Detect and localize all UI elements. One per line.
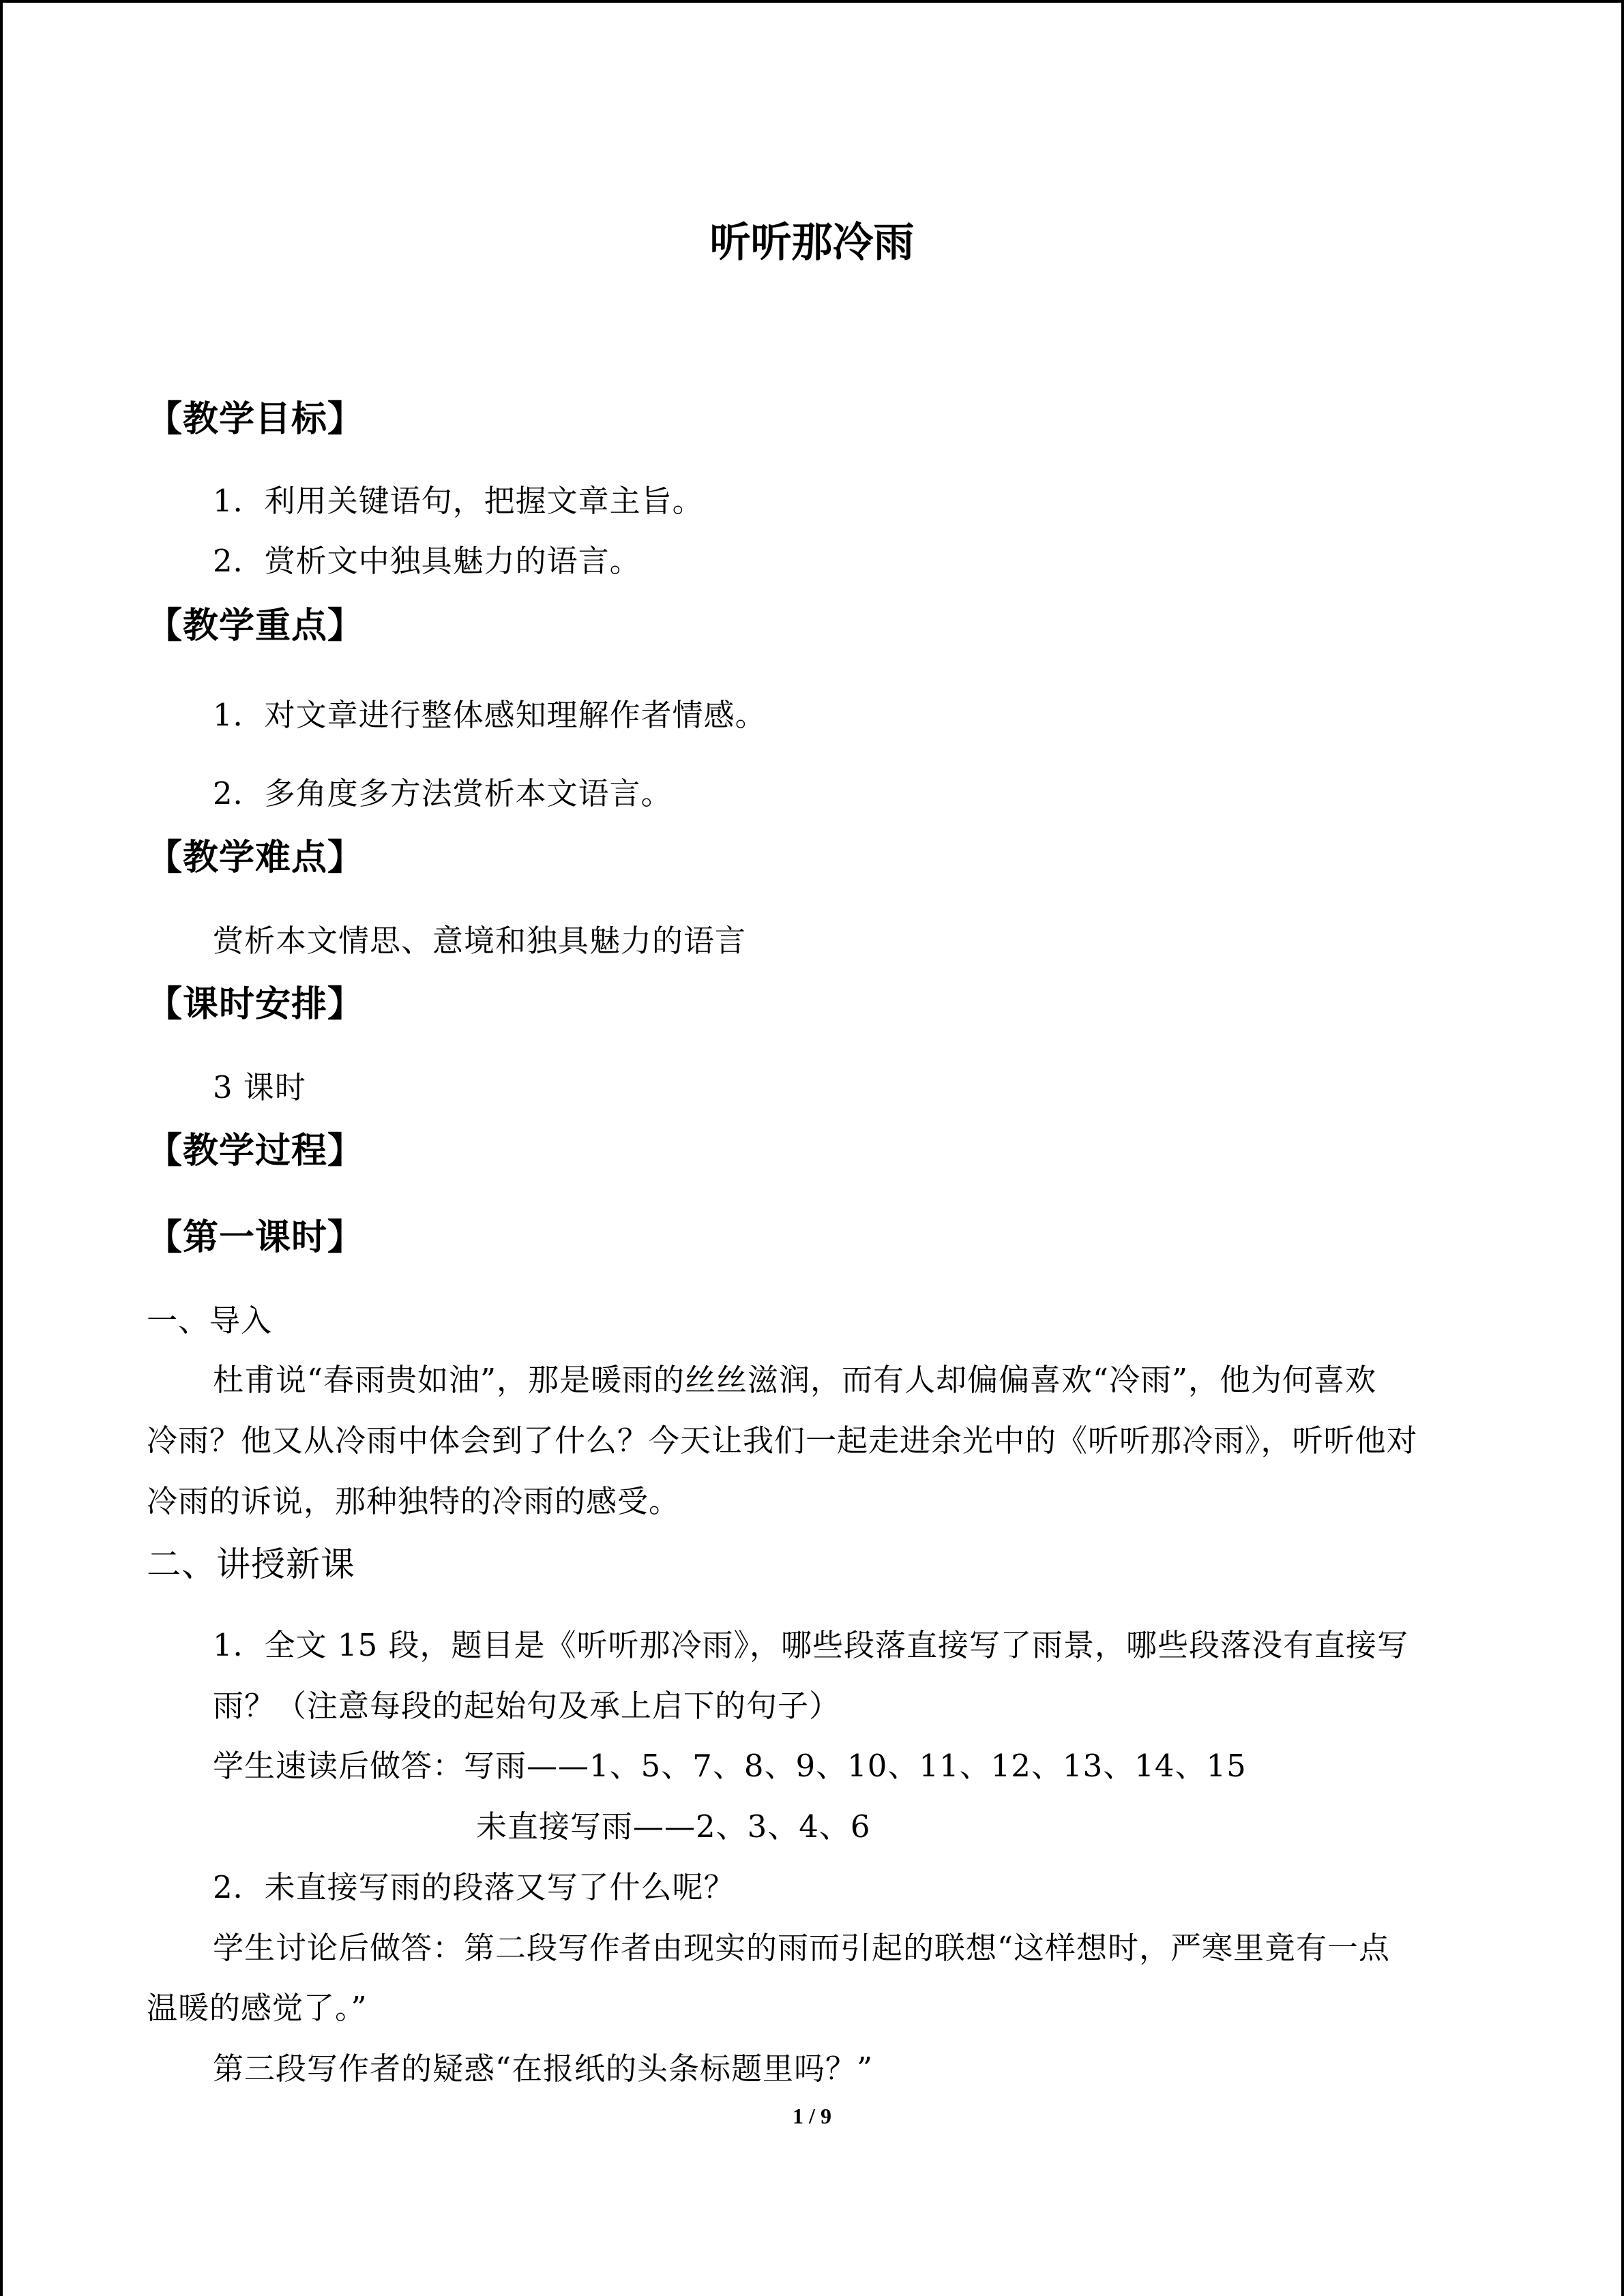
intro-paragraph-line: 冷雨？他又从冷雨中体会到了什么？今天让我们一起走进余光中的《听听那冷雨》，听听他对 [147, 1422, 1418, 1459]
answer-line: 学生速读后做答：写雨——1、5、7、8、9、10、11、12、13、14、15 [213, 1748, 1247, 1784]
section-title-intro: 一、导入 [147, 1302, 273, 1339]
answer-line: 第三段写作者的疑惑“在报纸的头条标题里吗？” [213, 2051, 874, 2087]
answer-line: 学生讨论后做答：第二段写作者由现实的雨而引起的联想“这样想时，严寒里竟有一点 [213, 1930, 1391, 1966]
intro-paragraph-line: 冷雨的诉说，那种独特的冷雨的感受。 [147, 1483, 681, 1519]
key-point-item: 2．多角度多方法赏析本文语言。 [213, 775, 673, 811]
goal-item: 1．利用关键语句，把握文章主旨。 [213, 483, 704, 519]
heading-schedule: 【课时安排】 [147, 984, 364, 1025]
question-line: 雨？（注意每段的起始句及承上启下的句子） [213, 1688, 841, 1724]
answer-line: 未直接写雨——2、3、4、6 [476, 1808, 871, 1845]
heading-difficulties: 【教学难点】 [147, 837, 364, 878]
page-border-right [1621, 0, 1624, 2296]
heading-lesson-one: 【第一课时】 [147, 1217, 364, 1258]
question-line: 2．未直接写雨的段落又写了什么呢？ [213, 1869, 735, 1905]
page-border-top [0, 0, 1624, 3]
heading-teaching-goals: 【教学目标】 [147, 399, 364, 440]
goal-item: 2．赏析文中独具魅力的语言。 [213, 543, 641, 579]
question-line: 1．全文 15 段，题目是《听听那冷雨》，哪些段落直接写了雨景，哪些段落没有直接写 [213, 1627, 1409, 1663]
schedule-text: 3 课时 [213, 1069, 306, 1105]
key-point-item: 1．对文章进行整体感知理解作者情感。 [213, 697, 767, 733]
difficulties-text: 赏析本文情思、意境和独具魅力的语言 [213, 923, 747, 959]
document-title: 听听那冷雨 [709, 219, 915, 267]
heading-process: 【教学过程】 [147, 1131, 364, 1172]
page-border-left [0, 0, 3, 2296]
section-title-new-lesson: 二、讲授新课 [147, 1545, 355, 1584]
page-number: 1 / 9 [793, 2104, 831, 2128]
intro-paragraph-line: 杜甫说“春雨贵如油”，那是暖雨的丝丝滋润，而有人却偏偏喜欢“冷雨”，他为何喜欢 [213, 1362, 1377, 1398]
answer-line: 温暖的感觉了。” [147, 1990, 368, 2026]
heading-key-points: 【教学重点】 [147, 606, 364, 646]
